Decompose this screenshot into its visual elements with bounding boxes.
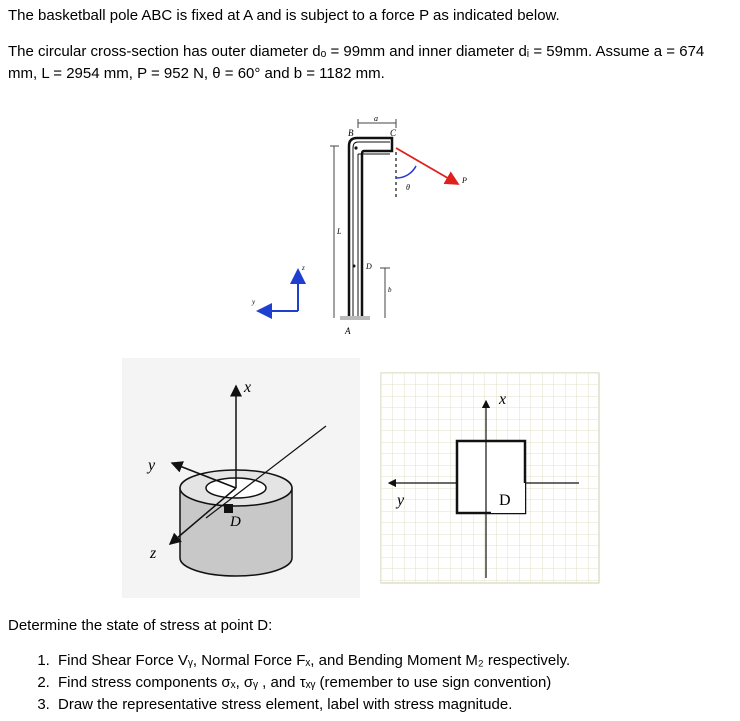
cyl-y-label: y <box>148 457 156 474</box>
axis-y-label: y <box>252 298 256 306</box>
point-D-marker <box>224 504 233 513</box>
element-y-label: y <box>397 492 405 509</box>
pole-diagram <box>240 108 480 348</box>
cylinder-diagram <box>122 358 360 598</box>
label-a: a <box>374 114 378 123</box>
element-D-label: D <box>499 492 511 509</box>
problem-line-2: The circular cross-section has outer diameter dₒ = 99mm and inner diameter dᵢ = 59mm. Assume a = 674 <box>8 43 705 60</box>
label-B: B <box>348 128 354 138</box>
question-intro: Determine the state of stress at point D: <box>8 617 273 634</box>
pole-body <box>349 138 392 318</box>
axis-z-label: z <box>302 264 305 272</box>
label-A: A <box>345 326 351 336</box>
label-L: L <box>337 227 342 236</box>
label-D: D <box>366 262 372 271</box>
cyl-z-label: z <box>150 545 157 562</box>
label-P: P <box>462 176 467 185</box>
stress-element-diagram <box>381 373 599 583</box>
label-theta: θ <box>406 183 410 192</box>
theta-arc <box>396 166 416 178</box>
label-C: C <box>390 128 397 138</box>
step-1: 1. Find Shear Force Vᵧ, Normal Force Fₓ, and Bending Moment M₂ respectively. <box>54 650 570 672</box>
element-x-label: x <box>499 391 507 408</box>
problem-line-1: The basketball pole ABC is fixed at A and is subject to a force P as indicated below. <box>8 7 560 24</box>
step-3: 3. Draw the representative stress element, label with stress magnitude. <box>54 694 570 716</box>
point-D <box>353 265 356 268</box>
problem-line-3: mm, L = 2954 mm, P = 952 N, θ = 60° and b = 1182 mm. <box>8 65 385 82</box>
force-P-arrow <box>396 148 458 184</box>
question-steps <box>22 650 570 716</box>
cyl-D-label: D <box>230 514 241 530</box>
label-b: b <box>388 286 392 294</box>
cyl-x-label: x <box>244 379 252 396</box>
step-2: 2. Find stress components σₓ, σᵧ , and τₓᵧ (remember to use sign convention) <box>54 672 570 694</box>
